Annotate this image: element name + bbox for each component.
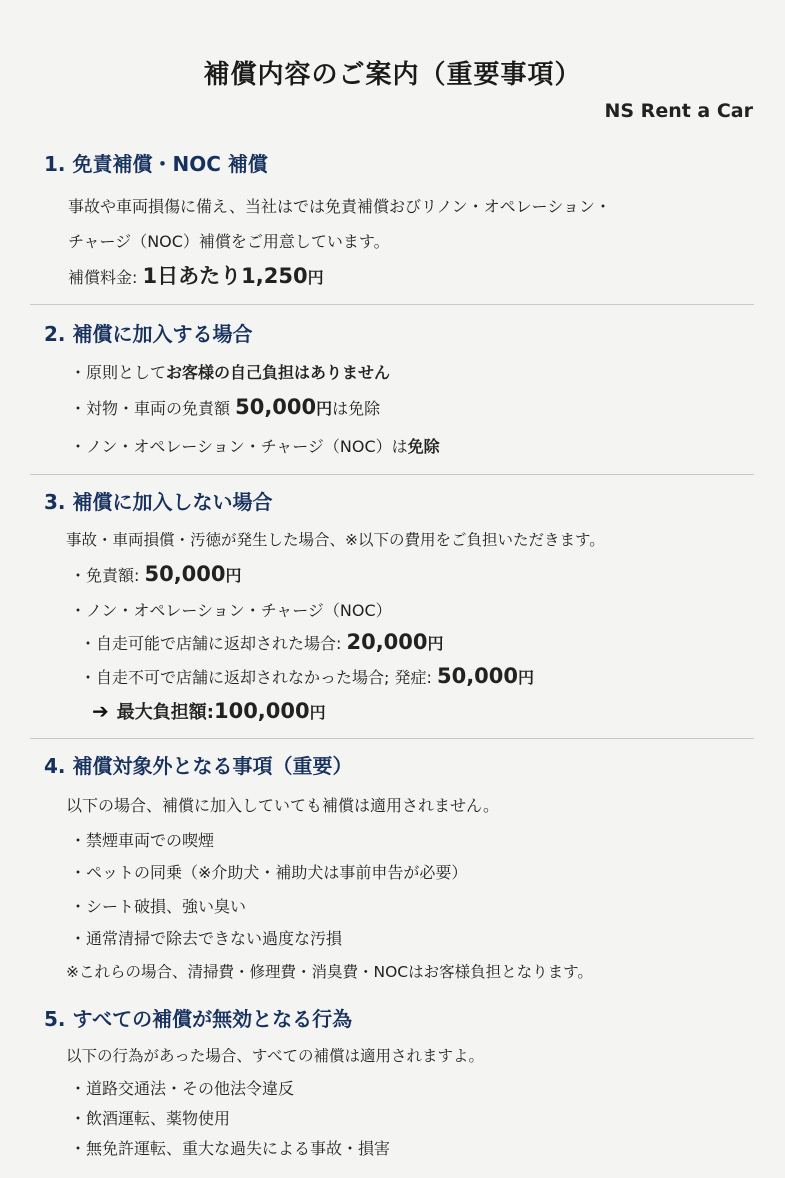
bullet-emphasis: お客様の自己負担はありません: [166, 363, 391, 382]
deductible-amount: 50,000: [144, 562, 226, 586]
currency-unit: 円: [427, 634, 444, 653]
section-4-bullet-3: ・シート破損、強い臭い: [70, 897, 247, 916]
deductible-amount: 50,000: [235, 395, 317, 419]
section-1-line-2: チャージ（NOC）補償をご用意しています。: [68, 232, 390, 251]
section-4-bullet-4: ・通常清掃で除去できない過度な汚損: [70, 929, 343, 948]
bullet-text: は免除: [332, 399, 381, 418]
bullet-text: ・自走不可で店舗に返却されなかった場合; 発症:: [80, 668, 437, 687]
bullet-text: ・原則として: [70, 363, 167, 382]
currency-unit: 円: [518, 668, 535, 687]
noc-amount: 20,000: [346, 630, 428, 654]
section-4-intro: 以下の場合、補償に加入していても補償は適用されません。: [66, 796, 499, 815]
section-2-heading: 2. 補償に加入する場合: [44, 322, 253, 346]
bullet-text: ・対物・車両の免責額: [70, 399, 236, 418]
noc-amount: 50,000: [436, 664, 519, 688]
fee-value: 1日あたり: [142, 264, 242, 288]
fee-amount: 1,250: [241, 264, 308, 288]
section-3-intro: 事故・車両損償・汚徳が発生した場合、※以下の費用をご負担いただきます。: [66, 531, 605, 549]
section-3-max-burden: [92, 698, 326, 724]
section-3-bullet-2: ・ノン・オペレーション・チャージ（NOC）: [70, 601, 392, 620]
bullet-text: ・自走可能で店舗に返却された場合:: [80, 634, 347, 653]
section-4-bullet-1: ・禁煙車両での喫煙: [70, 831, 215, 850]
section-3-bullet-1: [70, 562, 242, 586]
section-5-bullet-1: ・道路交通法・その他法令違反: [70, 1079, 295, 1098]
divider: [30, 474, 754, 475]
section-1-fee: [68, 260, 324, 290]
right-arrow-icon: ➔: [92, 699, 109, 723]
section-2-bullet-2: [70, 395, 380, 419]
divider: [30, 738, 754, 739]
section-5-bullet-3: ・無免許運転、重大な過失による事故・損害: [70, 1139, 391, 1158]
section-5-bullet-2: ・飲酒運転、薬物使用: [70, 1109, 231, 1128]
section-3-heading: 3. 補償に加入しない場合: [44, 490, 273, 514]
section-4-bullet-2: ・ペットの同乗（※介助犬・補助犬は事前申告が必要）: [70, 863, 468, 882]
fee-unit: 円: [307, 268, 324, 287]
company-name: NS Rent a Car: [604, 100, 753, 122]
section-3-sub-bullet-1: [80, 630, 444, 654]
section-4-heading: 4. 補償対象外となる事項（重要）: [44, 754, 353, 778]
section-4-note: ※これらの場合、清掃費・修理費・消臭費・NOCはお客様負担となります。: [66, 963, 593, 981]
section-2-bullet-3: [70, 434, 440, 457]
bullet-text: ・免責額:: [70, 566, 145, 585]
currency-unit: 円: [316, 399, 333, 418]
currency-unit: 円: [225, 566, 242, 585]
bullet-text: ・ノン・オペレーション・チャージ（NOC）は: [70, 437, 408, 456]
page-title: 補償内容のご案内（重要事項）: [203, 60, 582, 90]
bullet-emphasis: 免除: [407, 437, 440, 456]
section-1-line-1: 事故や車両損傷に備え、当社はでは免責補償おびリノン・オペレーション・: [68, 197, 612, 216]
section-3-sub-bullet-2: [80, 664, 534, 688]
max-burden-amount: 100,000: [213, 699, 310, 723]
max-burden-label: 最大負担額:: [116, 702, 214, 723]
currency-unit: 円: [309, 703, 326, 722]
section-5-intro: 以下の行為があった場合、すべての補償は適用されますよ。: [66, 1047, 485, 1065]
fee-label: 補償料金:: [68, 268, 138, 287]
section-1-heading: 1. 免責補償・NOC 補償: [44, 152, 268, 176]
section-2-bullet-1: [70, 360, 390, 383]
divider: [30, 304, 754, 305]
section-5-heading: 5. すべての補償が無効となる行為: [44, 1007, 353, 1031]
